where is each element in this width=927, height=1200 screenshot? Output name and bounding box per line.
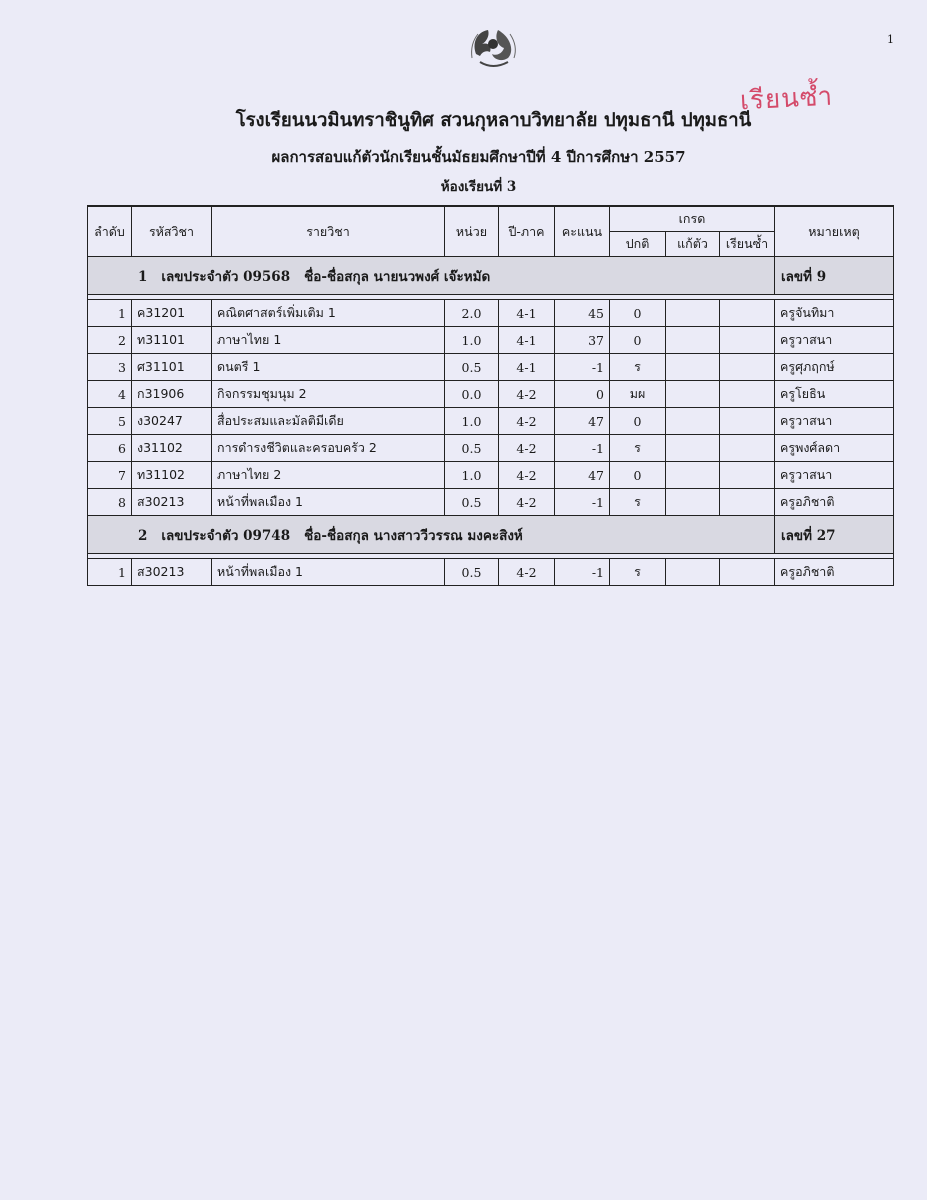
cell-repeat bbox=[720, 300, 775, 327]
cell-repeat bbox=[720, 354, 775, 381]
student-name: ชื่อ-ชื่อสกุล นางสาววีวรรณ มงคะสิงห์ bbox=[304, 527, 523, 544]
student-seat: เลขที่ 9 bbox=[775, 257, 894, 295]
cell-unit: 0.5 bbox=[445, 489, 499, 516]
header-score: คะแนน bbox=[555, 206, 610, 257]
cell-subject: การดำรงชีวิตและครอบครัว 2 bbox=[212, 435, 445, 462]
cell-normal: มผ bbox=[610, 381, 666, 408]
cell-unit: 0.5 bbox=[445, 354, 499, 381]
cell-subject: ภาษาไทย 2 bbox=[212, 462, 445, 489]
cell-subject: ภาษาไทย 1 bbox=[212, 327, 445, 354]
table-row bbox=[88, 489, 894, 516]
cell-code: ก31906 bbox=[132, 381, 212, 408]
cell-retest bbox=[666, 462, 720, 489]
cell-term: 4-1 bbox=[499, 354, 555, 381]
cell-retest bbox=[666, 381, 720, 408]
cell-term: 4-1 bbox=[499, 327, 555, 354]
cell-repeat bbox=[720, 489, 775, 516]
student-info bbox=[88, 516, 775, 554]
cell-term: 4-2 bbox=[499, 489, 555, 516]
cell-no: 8 bbox=[88, 489, 132, 516]
student-order: 2 bbox=[138, 527, 148, 544]
student-header-row bbox=[88, 257, 894, 295]
cell-score: 47 bbox=[555, 408, 610, 435]
header-subject: รายวิชา bbox=[212, 206, 445, 257]
cell-code: ศ31101 bbox=[132, 354, 212, 381]
cell-retest bbox=[666, 327, 720, 354]
cell-score: 47 bbox=[555, 462, 610, 489]
cell-retest bbox=[666, 354, 720, 381]
cell-remark: ครูโยธิน bbox=[775, 381, 894, 408]
cell-subject: สื่อประสมและมัลติมีเดีย bbox=[212, 408, 445, 435]
student-id: เลขประจำตัว 09748 bbox=[161, 527, 291, 544]
cell-repeat bbox=[720, 381, 775, 408]
cell-remark: ครูอภิชาติ bbox=[775, 489, 894, 516]
cell-no: 1 bbox=[88, 559, 132, 586]
header-order: ลำดับ bbox=[88, 206, 132, 257]
cell-no: 2 bbox=[88, 327, 132, 354]
cell-code: ค31201 bbox=[132, 300, 212, 327]
header-term: ปี-ภาค bbox=[499, 206, 555, 257]
cell-repeat bbox=[720, 462, 775, 489]
student-seat: เลขที่ 27 bbox=[775, 516, 894, 554]
cell-unit: 0.5 bbox=[445, 559, 499, 586]
school-title: โรงเรียนนวมินทราชินูทิศ สวนกุหลาบวิทยาลัย ปทุมธานี ปทุมธานี bbox=[235, 110, 752, 131]
cell-score: -1 bbox=[555, 489, 610, 516]
cell-normal: ร bbox=[610, 435, 666, 462]
table-row bbox=[88, 354, 894, 381]
header-retest: แก้ตัว bbox=[666, 232, 720, 257]
header-remark: หมายเหตุ bbox=[775, 206, 894, 257]
cell-unit: 0.0 bbox=[445, 381, 499, 408]
cell-repeat bbox=[720, 435, 775, 462]
student-info bbox=[88, 257, 775, 295]
table-row bbox=[88, 381, 894, 408]
cell-code: ส30213 bbox=[132, 559, 212, 586]
cell-remark: ครูพงศ์ลดา bbox=[775, 435, 894, 462]
cell-normal: ร bbox=[610, 489, 666, 516]
cell-retest bbox=[666, 435, 720, 462]
student-id: เลขประจำตัว 09568 bbox=[161, 268, 291, 285]
cell-code: ท31101 bbox=[132, 327, 212, 354]
cell-no: 6 bbox=[88, 435, 132, 462]
cell-score: 0 bbox=[555, 381, 610, 408]
report-subtitle: ผลการสอบแก้ตัวนักเรียนชั้นมัธยมศึกษาปีที่ 4 ปีการศึกษา 2557 bbox=[271, 148, 686, 166]
cell-score: 37 bbox=[555, 327, 610, 354]
cell-code: ง30247 bbox=[132, 408, 212, 435]
table-row bbox=[88, 408, 894, 435]
table-body bbox=[88, 257, 894, 586]
cell-normal: ร bbox=[610, 559, 666, 586]
table-header bbox=[88, 206, 894, 257]
cell-remark: ครูวาสนา bbox=[775, 408, 894, 435]
cell-unit: 0.5 bbox=[445, 435, 499, 462]
student-name: ชื่อ-ชื่อสกุล นายนวพงศ์ เจ๊ะหมัด bbox=[304, 268, 491, 285]
cell-remark: ครูจันทิมา bbox=[775, 300, 894, 327]
cell-score: -1 bbox=[555, 354, 610, 381]
cell-term: 4-1 bbox=[499, 300, 555, 327]
student-order: 1 bbox=[138, 268, 148, 285]
cell-subject: กิจกรรมชุมนุม 2 bbox=[212, 381, 445, 408]
cell-score: 45 bbox=[555, 300, 610, 327]
cell-term: 4-2 bbox=[499, 435, 555, 462]
cell-subject: ดนตรี 1 bbox=[212, 354, 445, 381]
cell-normal: 0 bbox=[610, 462, 666, 489]
repeat-stamp: เรียนซ้ำ bbox=[739, 81, 834, 117]
cell-unit: 1.0 bbox=[445, 327, 499, 354]
cell-unit: 1.0 bbox=[445, 462, 499, 489]
header-unit: หน่วย bbox=[445, 206, 499, 257]
room-label: ห้องเรียนที่ 3 bbox=[440, 179, 517, 195]
cell-term: 4-2 bbox=[499, 462, 555, 489]
school-emblem-icon bbox=[464, 24, 522, 72]
cell-no: 5 bbox=[88, 408, 132, 435]
cell-repeat bbox=[720, 408, 775, 435]
table-row bbox=[88, 327, 894, 354]
cell-repeat bbox=[720, 327, 775, 354]
cell-subject: หน้าที่พลเมือง 1 bbox=[212, 559, 445, 586]
cell-retest bbox=[666, 300, 720, 327]
cell-remark: ครูวาสนา bbox=[775, 462, 894, 489]
cell-retest bbox=[666, 559, 720, 586]
table-row bbox=[88, 300, 894, 327]
cell-term: 4-2 bbox=[499, 559, 555, 586]
cell-unit: 1.0 bbox=[445, 408, 499, 435]
cell-normal: 0 bbox=[610, 300, 666, 327]
cell-remark: ครูวาสนา bbox=[775, 327, 894, 354]
cell-code: ง31102 bbox=[132, 435, 212, 462]
cell-term: 4-2 bbox=[499, 408, 555, 435]
cell-repeat bbox=[720, 559, 775, 586]
header-repeat: เรียนซ้ำ bbox=[720, 232, 775, 257]
student-header-row bbox=[88, 516, 894, 554]
cell-code: ท31102 bbox=[132, 462, 212, 489]
header-normal: ปกติ bbox=[610, 232, 666, 257]
header-code: รหัสวิชา bbox=[132, 206, 212, 257]
table-row bbox=[88, 435, 894, 462]
cell-normal: 0 bbox=[610, 408, 666, 435]
cell-subject: หน้าที่พลเมือง 1 bbox=[212, 489, 445, 516]
cell-no: 4 bbox=[88, 381, 132, 408]
table-row bbox=[88, 462, 894, 489]
cell-no: 7 bbox=[88, 462, 132, 489]
cell-normal: 0 bbox=[610, 327, 666, 354]
cell-term: 4-2 bbox=[499, 381, 555, 408]
table-row bbox=[88, 559, 894, 586]
cell-remark: ครูอภิชาติ bbox=[775, 559, 894, 586]
cell-code: ส30213 bbox=[132, 489, 212, 516]
header-grade: เกรด bbox=[610, 206, 775, 232]
cell-remark: ครูศุภฤกษ์ bbox=[775, 354, 894, 381]
cell-score: -1 bbox=[555, 559, 610, 586]
cell-normal: ร bbox=[610, 354, 666, 381]
grades-table bbox=[87, 205, 894, 586]
page-number: 1 bbox=[887, 33, 894, 46]
cell-no: 1 bbox=[88, 300, 132, 327]
cell-unit: 2.0 bbox=[445, 300, 499, 327]
cell-retest bbox=[666, 408, 720, 435]
cell-no: 3 bbox=[88, 354, 132, 381]
cell-score: -1 bbox=[555, 435, 610, 462]
cell-subject: คณิตศาสตร์เพิ่มเติม 1 bbox=[212, 300, 445, 327]
cell-retest bbox=[666, 489, 720, 516]
